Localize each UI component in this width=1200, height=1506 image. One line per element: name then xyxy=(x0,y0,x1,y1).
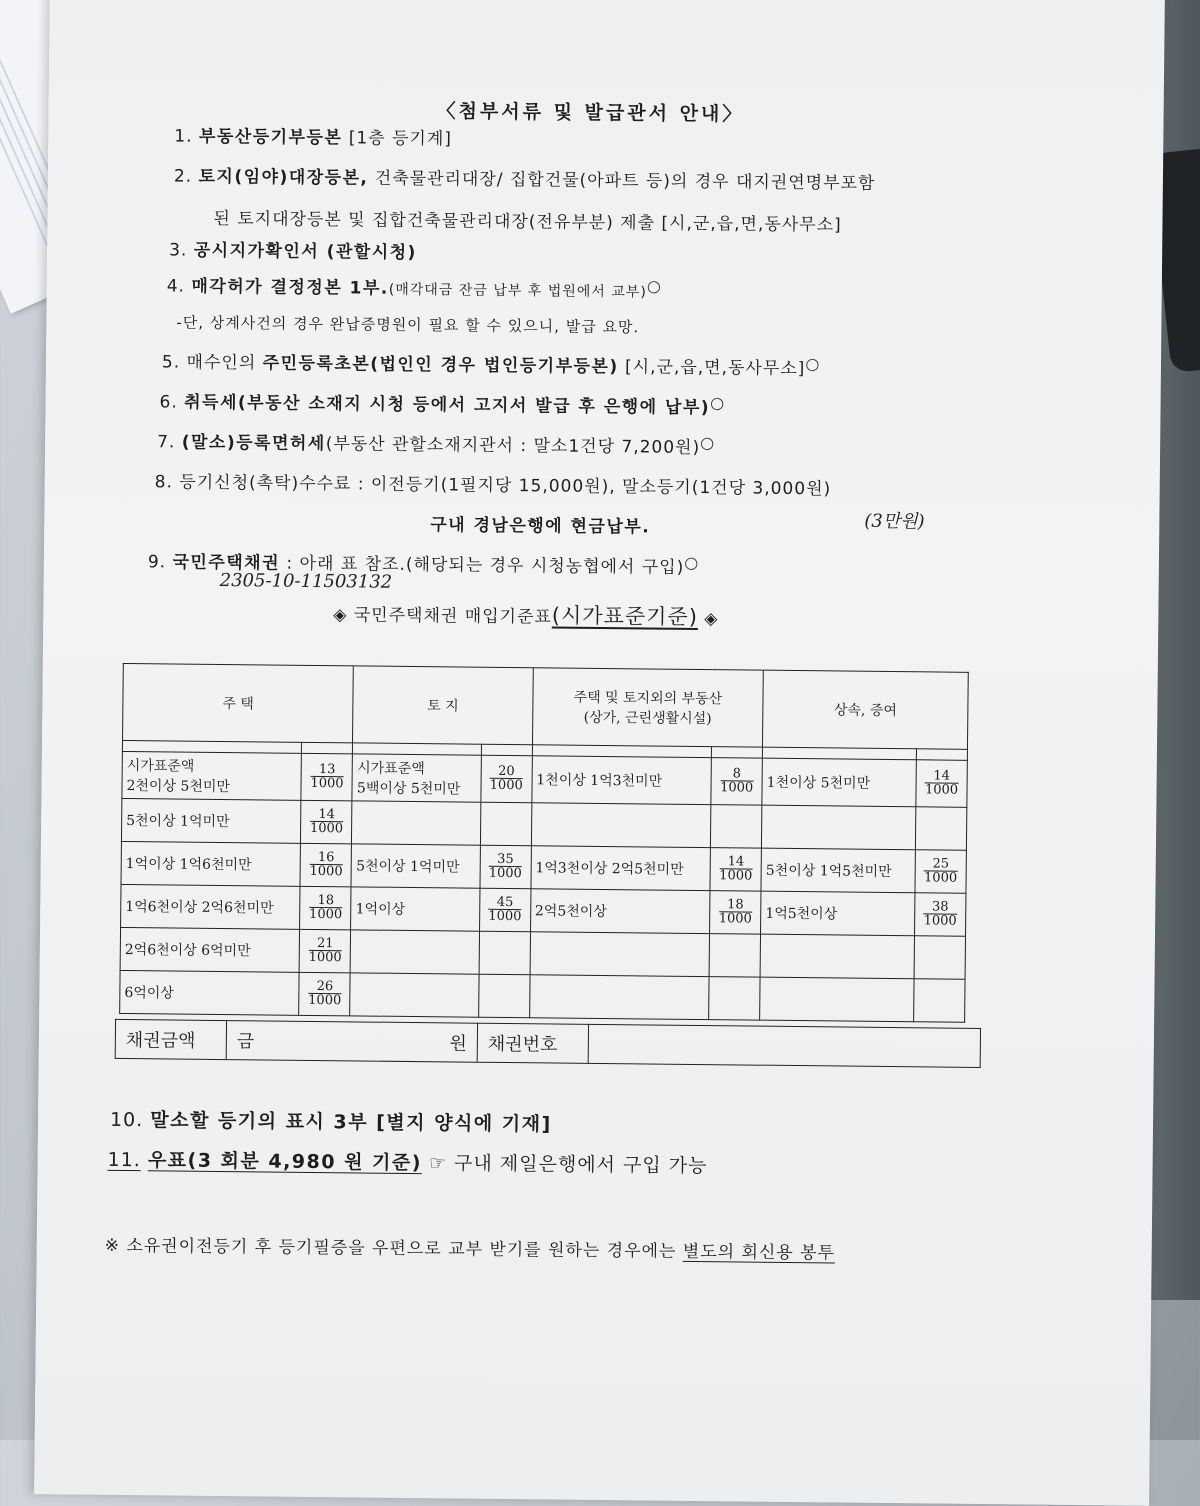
cell-rate: $\frac{14}{1000}$ xyxy=(710,848,761,892)
header-inheritance: 상속, 증여 xyxy=(763,670,969,749)
item-7: 7. (말소)등록면허세(부동산 관할소재지관서 : 말소1건당 7,200원) ○ xyxy=(157,432,716,458)
cell-rate: $\frac{14}{1000}$ xyxy=(916,760,967,808)
cell-land: 5천이상 1억미만 xyxy=(351,844,480,888)
cell-rate: $\frac{26}{1000}$ xyxy=(299,972,350,1016)
bond-amount-field: 금 원 xyxy=(226,1021,477,1063)
cell-rate: $\frac{25}{1000}$ xyxy=(915,850,966,894)
bond-number-field xyxy=(588,1024,980,1067)
cell-other: 2억5천이상 xyxy=(530,889,710,934)
cell-rate: $\frac{21}{1000}$ xyxy=(300,929,351,973)
footnote: ※ 소유권이전등기 후 등기필증을 우편으로 교부 받기를 원하는 경우에는 별도의 회신용 봉투 xyxy=(104,1235,836,1264)
header-land: 토 지 xyxy=(353,666,533,745)
cell-rate: $\frac{16}{1000}$ xyxy=(300,843,351,887)
bond-amount-table xyxy=(115,1019,981,1068)
header-other: 주택 및 토지외의 부동산 (상가, 근린생활시설) xyxy=(532,668,763,747)
diamond-icon: ◈ xyxy=(704,609,719,630)
cell-inheritance: 1억5천이상 xyxy=(761,891,915,936)
cell-house: 1억6천이상 2억6천미만 xyxy=(121,884,301,929)
item-10: 10. 말소할 등기의 표시 3부 [별지 양식에 기재] xyxy=(109,1108,552,1136)
item-4: 4. 매각허가 결정정본 1부.(매각대금 잔금 납부 후 법원에서 교부) ○ xyxy=(166,276,662,301)
item-6: 6. 취득세(부동산 소재지 시청 등에서 고지서 발급 후 은행에 납부) ○ xyxy=(159,392,726,419)
item-4-line2: -단, 상계사건의 경우 완납증명원이 필요 할 수 있으니, 발급 요망. xyxy=(176,313,640,337)
cell-other: 1억3천이상 2억5천미만 xyxy=(531,846,711,891)
item-2: 2. 토지(임야)대장등본, 건축물관리대장/ 집합건물(아파트 등)의 경우 대지권연명부포함 xyxy=(173,166,876,194)
cell-rate: $\frac{20}{1000}$ xyxy=(481,755,532,803)
cell-house: 시가표준액 2천이상 5천미만 xyxy=(122,751,302,800)
cell-rate: $\frac{14}{1000}$ xyxy=(301,800,352,844)
header-house: 주 택 xyxy=(123,663,354,742)
item-3: 3. 공시지가확인서 (관할시청) xyxy=(169,240,417,264)
cell-rate: $\frac{8}{1000}$ xyxy=(711,758,762,806)
label-bond-amount: 채권금액 xyxy=(115,1019,226,1059)
cell-rate: $\frac{45}{1000}$ xyxy=(479,888,530,932)
cell-inheritance: 1천이상 5천미만 xyxy=(762,758,916,807)
item-8: 8. 등기신청(촉탁)수수료 : 이전등기(1필지당 15,000원), 말소등기(1건당 3,000원) xyxy=(154,472,832,500)
cell-house: 5천이상 1억미만 xyxy=(121,798,301,843)
item-2-line2: 된 토지대장등본 및 집합건축물관리대장(전유부분) 제출 [시,군,읍,면,동사무소] xyxy=(213,208,842,236)
item-8-line2: 구내 경남은행에 현금납부. xyxy=(430,515,651,538)
cell-other: 1천이상 1억3천미만 xyxy=(532,756,712,805)
handwritten-fee-note: (3만원) xyxy=(864,510,925,533)
document-sheet xyxy=(34,0,1165,1506)
cell-house: 6억이상 xyxy=(120,970,300,1015)
handwritten-bond-number: 2305-10-11503132 xyxy=(219,569,393,593)
doc-title: 〈첨부서류 및 발급관서 안내〉 xyxy=(436,100,745,126)
cell-land: 시가표준액 5백이상 5천미만 xyxy=(352,754,481,802)
diamond-icon: ◈ xyxy=(333,605,348,626)
cell-rate: $\frac{38}{1000}$ xyxy=(915,893,966,937)
cell-house: 2억6천이상 6억미만 xyxy=(120,927,300,972)
cell-inheritance: 5천이상 1억5천미만 xyxy=(761,848,915,893)
item-9: 9. 국민주택채권 : 아래 표 참조.(해당되는 경우 시청농협에서 구입) ○ xyxy=(147,552,700,578)
item-1: 1. 부동산등기부등본 [1층 등기계] xyxy=(174,126,453,150)
cell-rate: $\frac{35}{1000}$ xyxy=(480,845,531,889)
bond-table-heading: ◈ 국민주택채권 매입기준표(시가표준기준) ◈ xyxy=(333,603,719,630)
label-bond-number: 채권번호 xyxy=(477,1023,588,1063)
table-header-row xyxy=(123,663,969,749)
item-5: 5. 매수인의 주민등록초본(법인인 경우 법인등기부등본) [시,군,읍,면,동사무소] ○ xyxy=(161,352,821,380)
cell-rate: $\frac{18}{1000}$ xyxy=(300,886,351,930)
bond-purchase-table xyxy=(119,663,969,1023)
cell-house: 1억이상 1억6천미만 xyxy=(121,841,301,886)
table-row xyxy=(120,970,965,1022)
item-11: 11. 우표(3 회분 4,980 원 기준) ☞ 구내 제일은행에서 구입 가능 xyxy=(107,1148,708,1178)
cell-land: 1억이상 xyxy=(351,887,480,931)
cell-rate: $\frac{13}{1000}$ xyxy=(301,753,352,801)
cell-rate: $\frac{18}{1000}$ xyxy=(710,891,761,935)
